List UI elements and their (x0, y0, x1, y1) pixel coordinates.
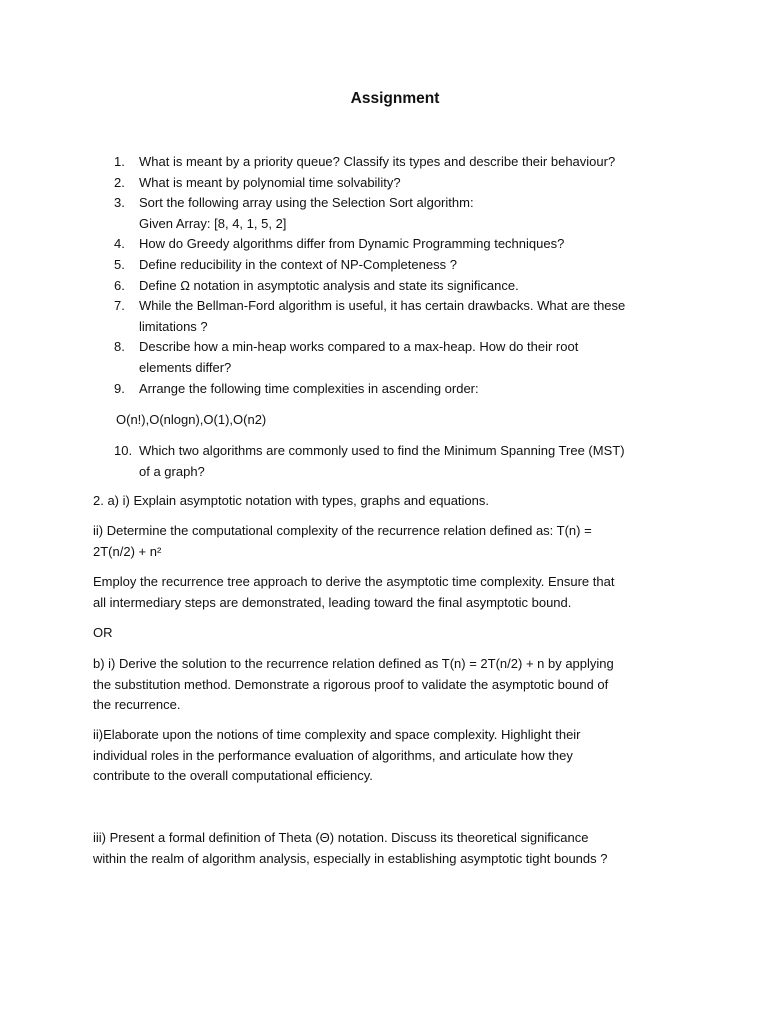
paragraph-line: iii) Present a formal definition of Theta (Θ) notation. Discuss its theoretical significance (93, 830, 589, 845)
list-item (0, 276, 768, 297)
question-text (139, 337, 679, 378)
question-line: Arrange the following time complexities in ascending order: (139, 380, 479, 396)
paragraph-line: contribute to the overall computational efficiency. (93, 768, 373, 784)
list-item (0, 255, 768, 276)
question-text (139, 193, 679, 234)
paragraph-line: ii) Determine the computational complexity of the recurrence relation defined as: T(n) = (93, 523, 592, 538)
question-number: 10. (114, 443, 133, 458)
section-2b-iii (93, 828, 683, 869)
section-2b-ii (93, 725, 683, 787)
question-text (139, 234, 679, 255)
list-item (0, 441, 768, 482)
paragraph-line: Employ the recurrence tree approach to derive the asymptotic time complexity. Ensure that (93, 574, 615, 589)
question-line: Given Array: [8, 4, 1, 5, 2] (139, 215, 287, 231)
question-line: While the Bellman-Ford algorithm is useful, it has certain drawbacks. What are these (139, 298, 626, 314)
paragraph-line: 2T(n/2) + n² (93, 543, 162, 559)
list-item (0, 173, 768, 194)
question-list-continued (0, 441, 768, 482)
question-number: 9. (114, 380, 125, 396)
or-separator: OR (93, 625, 113, 640)
question-number: 2. (114, 174, 125, 190)
section-2b-i (93, 654, 683, 716)
question-line: Define Ω notation in asymptotic analysis and state its significance. (139, 277, 519, 293)
paragraph-line: the recurrence. (93, 697, 181, 713)
question-line: Which two algorithms are commonly used to find the Minimum Spanning Tree (MST) (139, 443, 625, 458)
list-item (0, 337, 768, 378)
question-line: How do Greedy algorithms differ from Dynamic Programming techniques? (139, 236, 565, 252)
question-text (139, 152, 679, 173)
question-number: 8. (114, 339, 125, 355)
question-text (139, 255, 679, 276)
question-line: Sort the following array using the Selection Sort algorithm: (139, 195, 474, 211)
list-item (0, 379, 768, 400)
question-line: of a graph? (139, 463, 205, 479)
complexities-line: O(n!),O(nlogn),O(1),O(n2) (116, 412, 267, 427)
paragraph-line: b) i) Derive the solution to the recurrence relation defined as T(n) = 2T(n/2) + n by applying (93, 656, 614, 671)
list-item (0, 152, 768, 173)
question-text (139, 276, 679, 297)
section-2a-ii-tree (93, 572, 683, 613)
question-number: 4. (114, 236, 125, 252)
paragraph-line: the substitution method. Demonstrate a rigorous proof to validate the asymptotic bound of (93, 676, 609, 692)
question-text (139, 296, 679, 337)
page-title: Assignment (350, 90, 440, 107)
list-item (0, 234, 768, 255)
question-line: elements differ? (139, 359, 232, 375)
list-item (0, 296, 768, 337)
paragraph-line: ii)Elaborate upon the notions of time complexity and space complexity. Highlight their (93, 727, 581, 742)
paragraph-line: all intermediary steps are demonstrated, leading toward the final asymptotic bound. (93, 594, 572, 610)
question-number: 6. (114, 277, 125, 293)
question-line: Define reducibility in the context of NP-Completeness ? (139, 256, 457, 272)
question-line: limitations ? (139, 318, 208, 334)
paragraph-line: individual roles in the performance evaluation of algorithms, and articulate how they (93, 747, 573, 763)
question-text (139, 173, 679, 194)
question-list (0, 152, 768, 399)
section-2a-i: 2. a) i) Explain asymptotic notation with types, graphs and equations. (93, 493, 489, 508)
section-2a-ii (93, 521, 683, 562)
question-number: 7. (114, 298, 125, 314)
question-number: 5. (114, 256, 125, 272)
question-line: What is meant by polynomial time solvability? (139, 174, 401, 190)
question-number: 1. (114, 154, 125, 169)
question-text (139, 379, 679, 400)
list-item (0, 193, 768, 234)
question-number: 3. (114, 195, 125, 211)
question-line: Describe how a min-heap works compared to a max-heap. How do their root (139, 339, 579, 355)
question-text (139, 441, 679, 482)
paragraph-line: within the realm of algorithm analysis, especially in establishing asymptotic tight bounds ? (93, 850, 608, 866)
question-line: What is meant by a priority queue? Classify its types and describe their behaviour? (139, 154, 616, 169)
